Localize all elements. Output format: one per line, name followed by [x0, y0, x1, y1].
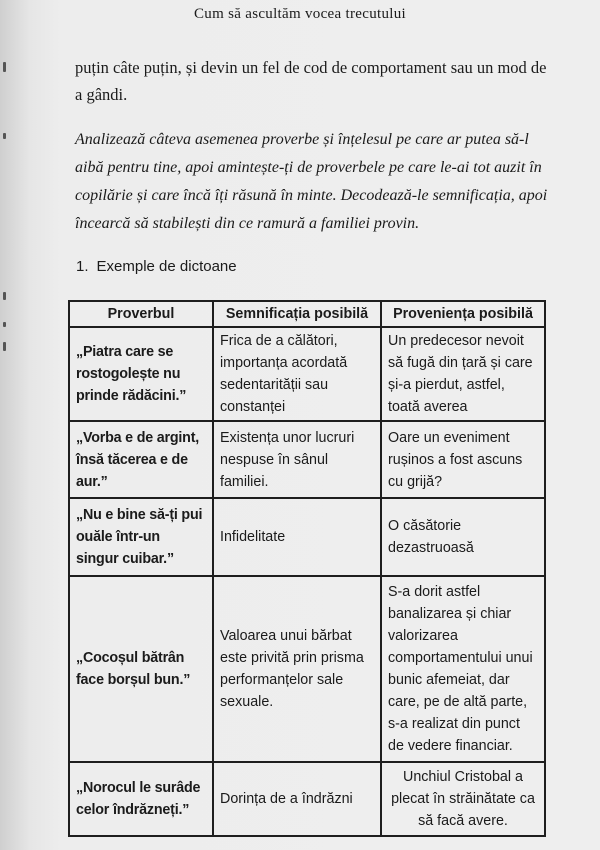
origin-cell: S-a dorit astfel banalizarea și chiar valorizarea comportamentului unui bunic afemeiat, dar care, pe de altă parte, s-a realizat din punct de vedere financiar.: [381, 576, 545, 762]
origin-cell: Oare un eveniment rușinos a fost ascuns cu grijă?: [381, 421, 545, 498]
column-header-meaning: Semnificația posibilă: [213, 301, 381, 327]
meaning-cell: Valoarea unui bărbat este privită prin prisma performanțelor sale sexuale.: [213, 576, 381, 762]
meaning-cell: Dorința de a îndrăzni: [213, 762, 381, 836]
proverb-cell: „Piatra care se rostogolește nu prinde rădăcini.”: [69, 327, 213, 421]
origin-cell: Unchiul Cristobal a plecat în străinătate ca să facă avere.: [381, 762, 545, 836]
column-header-origin: Proveniența posibilă: [381, 301, 545, 327]
section-title: Exemple de dictoane: [96, 258, 237, 275]
table-row: [69, 498, 545, 576]
table-row: [69, 327, 545, 421]
meaning-cell: Frica de a călători, importanța acordată sedentarității sau constanței: [213, 327, 381, 421]
paragraph-continued: puțin câte puțin, și devin un fel de cod de comportament sau un mod de a gândi.: [75, 58, 547, 104]
table-row: [69, 762, 545, 836]
proverb-cell: „Cocoșul bătrân face borșul bun.”: [69, 576, 213, 762]
proverb-cell: „Nu e bine să-ți pui ouăle într-un singur cuibar.”: [69, 498, 213, 576]
table-row: [69, 576, 545, 762]
meaning-cell: Infidelitate: [213, 498, 381, 576]
proverb-cell: „Norocul le surâde celor îndrăzneți.”: [69, 762, 213, 836]
meaning-cell: Existența unor lucruri nespuse în sânul familiei.: [213, 421, 381, 498]
column-header-proverb: Proverbul: [69, 301, 213, 327]
origin-cell: O căsătorie dezastruoasă: [381, 498, 545, 576]
table-header-row: [69, 301, 545, 327]
paragraph-instructions: Analizează câteva asemenea proverbe și înțelesul pe care ar putea să-l aibă pentru tine, apoi amintește-ți de proverbele pe care le-ai tot auzit în copilărie și care încă îți răsună în minte. Decodează-le semnificația, apoi încearcă să stabilești din ce ramură a familiei provin.: [75, 131, 548, 232]
section-heading: [76, 258, 237, 275]
proverbs-table: [68, 300, 546, 837]
section-number: 1.: [76, 258, 89, 275]
proverb-cell: „Vorba e de argint, însă tăcerea e de aur.”: [69, 421, 213, 498]
origin-cell: Un predecesor nevoit să fugă din țară și care și-a pierdut, astfel, toată averea: [381, 327, 545, 421]
running-head: Cum să ascultăm vocea trecutului: [193, 6, 407, 22]
table-row: [69, 421, 545, 498]
